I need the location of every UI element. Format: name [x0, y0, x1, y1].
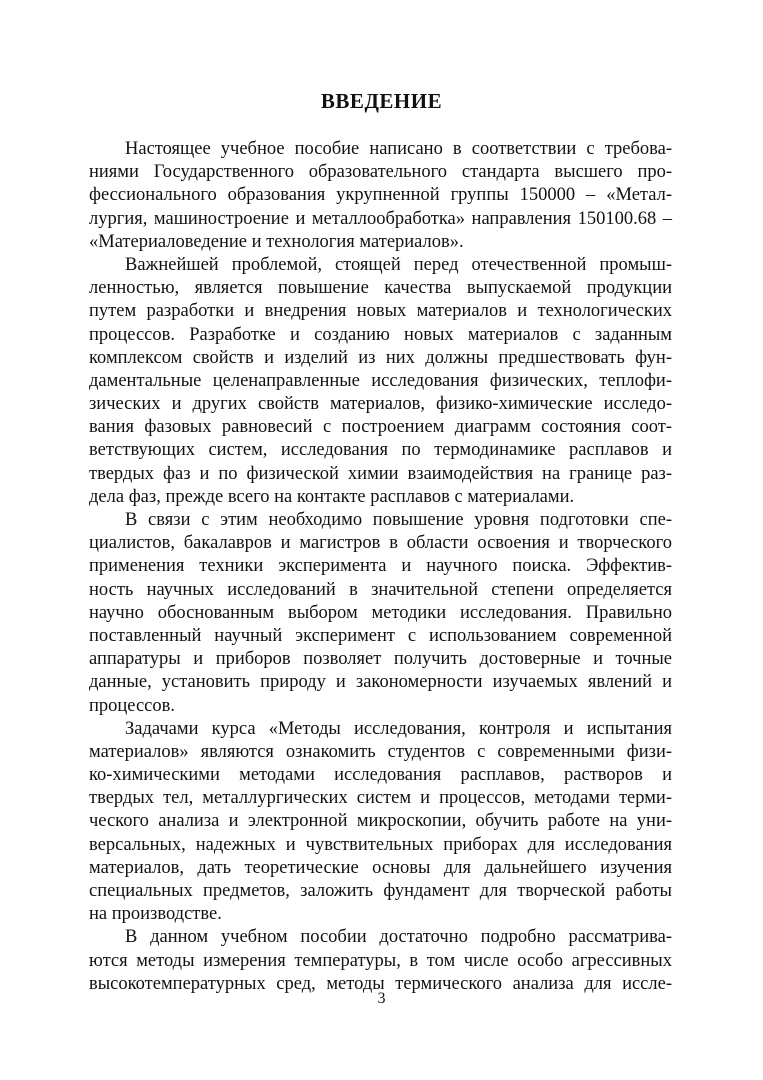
text-line: фессионального образования укрупненной группы 150000 – «Метал-: [89, 185, 672, 206]
text-line: данные, установить природу и закономерности изучаемых явлений и: [89, 672, 672, 693]
text-line: даментальные целенаправленные исследования физических, теплофи-: [89, 370, 672, 391]
text-line: аппаратуры и приборов позволяет получить достоверные и точные: [89, 649, 672, 670]
text-line: ность научных исследований в значительной степени определяется: [89, 579, 672, 600]
text-line: путем разработки и внедрения новых материалов и технологических: [89, 301, 672, 322]
text-line: лургия, машиностроение и металлообработка» направления 150100.68 –: [89, 208, 672, 229]
paragraph-1: [89, 138, 672, 254]
page-number: 3: [377, 990, 386, 1007]
text-line: ются методы измерения температуры, в том числе особо агрессивных: [89, 950, 672, 971]
paragraph-5: [89, 926, 672, 996]
text-line: зических и других свойств материалов, физико-химические исследо-: [89, 394, 672, 415]
text-line: ческого анализа и электронной микроскопии, обучить работе на уни-: [89, 811, 672, 832]
text-line: ко-химическими методами исследования расплавов, растворов и: [89, 765, 672, 786]
text-line: дела фаз, прежде всего на контакте расплавов с материалами.: [89, 486, 575, 507]
text-line: ниями Государственного образовательного стандарта высшего про-: [89, 162, 672, 183]
text-line: материалов» являются ознакомить студентов с современными физи-: [89, 741, 672, 762]
text-line: высокотемпературных сред, методы термического анализа для иссле-: [89, 973, 672, 994]
text-line: версальных, надежных и чувствительных приборах для исследования: [89, 834, 672, 855]
paragraph-2: [89, 254, 672, 509]
text-line: применения техники эксперимента и научного поиска. Эффектив-: [89, 556, 672, 577]
text-line: твердых фаз и по физической химии взаимодействия на границе раз-: [89, 463, 672, 484]
text-line: В данном учебном пособии достаточно подробно рассматрива-: [125, 927, 672, 948]
text-line: ветствующих систем, исследования по термодинамике расплавов и: [89, 440, 672, 461]
text-line: Настоящее учебное пособие написано в соответствии с требова-: [125, 139, 672, 159]
text-line: специальных предметов, заложить фундамент для творческой работы: [89, 881, 672, 901]
paragraph-4: [89, 718, 672, 927]
body-text: [89, 138, 672, 996]
text-line: вания фазовых равновесий с построением диаграмм состояния соот-: [89, 417, 672, 438]
text-line: Важнейшей проблемой, стоящей перед отечественной промыш-: [125, 254, 672, 275]
text-line: циалистов, бакалавров и магистров в области освоения и творческого: [89, 533, 672, 554]
text-line: В связи с этим необходимо повышение уровня подготовки спе-: [125, 510, 672, 530]
text-line: ленностью, является повышение качества выпускаемой продукции: [89, 278, 672, 299]
text-line: твердых тел, металлургических систем и процессов, методами терми-: [89, 788, 672, 809]
text-line: научно обоснованным выбором методики исследования. Правильно: [89, 602, 672, 623]
text-line: поставленный научный эксперимент с использованием современной: [89, 625, 672, 646]
paragraph-3: [89, 509, 672, 718]
text-line: на производстве.: [89, 904, 222, 925]
text-line: процессов.: [89, 695, 176, 716]
text-line: материалов, дать теоретические основы для дальнейшего изучения: [89, 857, 672, 878]
text-line: Задачами курса «Методы исследования, контроля и испытания: [125, 718, 672, 739]
text-line: процессов. Разработке и созданию новых материалов с заданным: [89, 324, 672, 345]
page-title: ВВЕДЕНИЕ: [320, 89, 443, 113]
text-line: комплексом свойств и изделий из них должны предшествовать фун-: [89, 347, 672, 368]
text-line: «Материаловедение и технология материалов».: [89, 231, 464, 252]
